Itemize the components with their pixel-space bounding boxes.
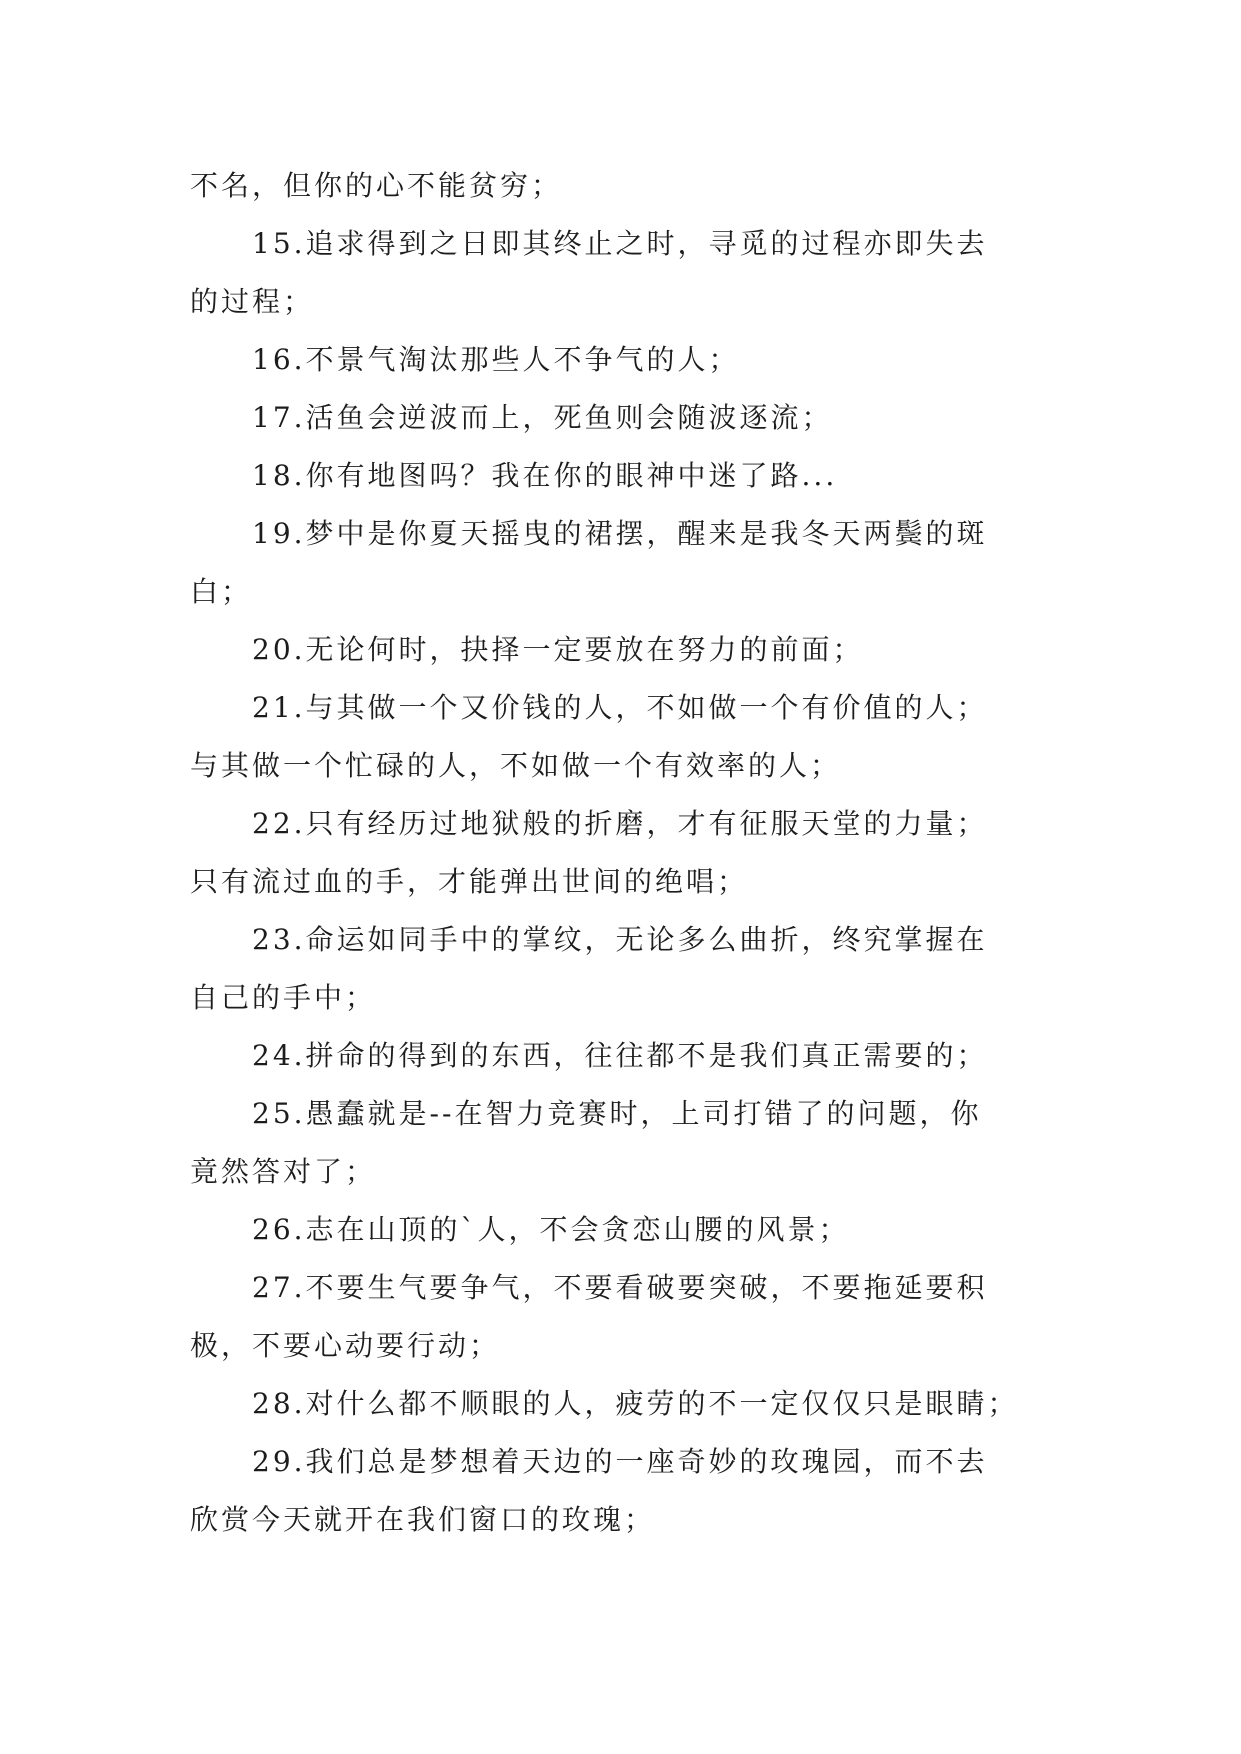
text-line: 与其做一个忙碌的人，不如做一个有效率的人； — [190, 749, 842, 782]
text-line: 28.对什么都不顺眼的人，疲劳的不一定仅仅只是眼睛； — [252, 1387, 1019, 1420]
text-line: 22.只有经历过地狱般的折磨，才有征服天堂的力量； — [252, 807, 988, 840]
text-line: 24.拼命的得到的东西，往往都不是我们真正需要的； — [252, 1039, 988, 1072]
text-line: 18.你有地图吗？我在你的眼神中迷了路... — [252, 459, 838, 492]
text-line: 自己的手中； — [190, 981, 377, 1014]
document-body — [190, 157, 1058, 1549]
text-line: 20.无论何时，抉择一定要放在努力的前面； — [252, 633, 864, 666]
text-line: 23.命运如同手中的掌纹，无论多么曲折，终究掌握在 — [252, 923, 988, 956]
text-line: 25.愚蠢就是--在智力竞赛时，上司打错了的问题，你 — [252, 1097, 982, 1130]
text-line: 白； — [190, 575, 253, 608]
text-line: 竟然答对了； — [190, 1155, 377, 1188]
text-line: 26.志在山顶的`人，不会贪恋山腰的风景； — [252, 1213, 850, 1246]
text-line: 只有流过血的手，才能弹出世间的绝唱； — [190, 865, 749, 898]
text-line: 不名，但你的心不能贫穷； — [190, 169, 563, 202]
text-line: 21.与其做一个又价钱的人，不如做一个有价值的人； — [252, 691, 988, 724]
text-line: 27.不要生气要争气，不要看破要突破，不要拖延要积 — [252, 1271, 988, 1304]
text-line: 15.追求得到之日即其终止之时，寻觅的过程亦即失去 — [252, 227, 988, 260]
text-line: 极，不要心动要行动； — [190, 1329, 501, 1362]
text-line: 29.我们总是梦想着天边的一座奇妙的玫瑰园，而不去 — [252, 1445, 988, 1478]
text-line: 17.活鱼会逆波而上，死鱼则会随波逐流； — [252, 401, 833, 434]
text-line: 欣赏今天就开在我们窗口的玫瑰； — [190, 1503, 656, 1536]
text-line: 19.梦中是你夏天摇曳的裙摆，醒来是我冬天两鬓的斑 — [252, 517, 988, 550]
text-line: 16.不景气淘汰那些人不争气的人； — [252, 343, 740, 376]
text-line: 的过程； — [190, 285, 315, 318]
